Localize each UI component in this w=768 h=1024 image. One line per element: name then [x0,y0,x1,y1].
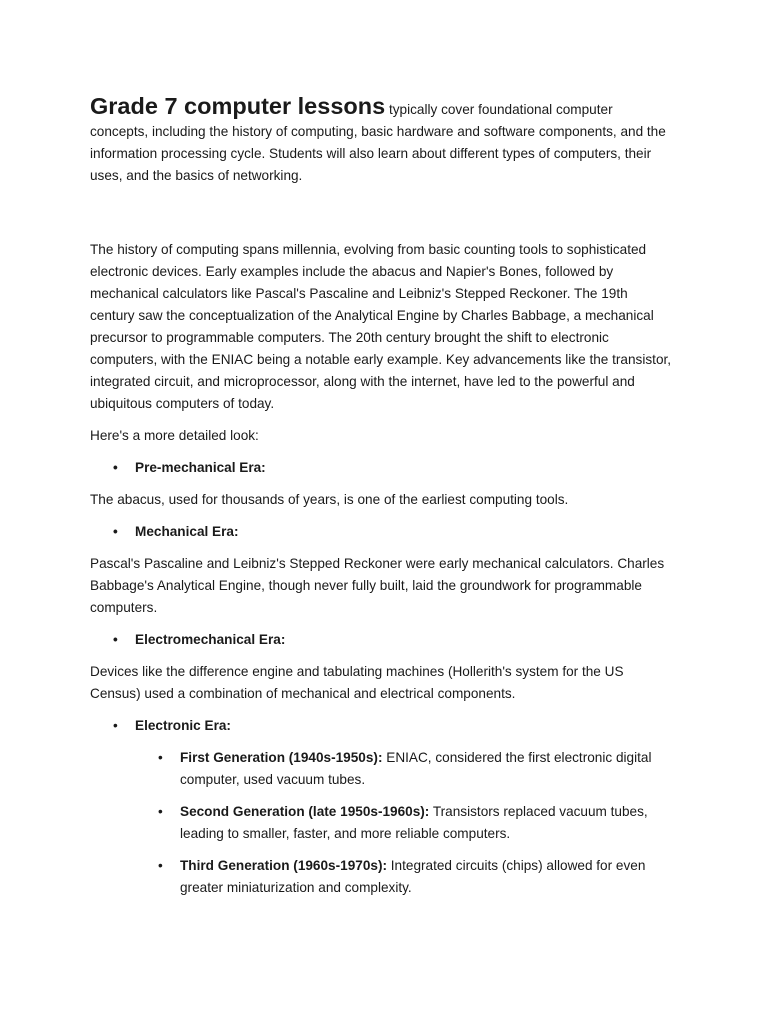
generation-text: Integrated circuits (chips) allowed for even greater miniaturization and complexity. [180,858,646,895]
generation-item-third [135,855,672,899]
generation-label: Third Generation (1960s-1970s): [180,858,387,873]
generation-item-first [135,747,672,791]
era-heading-mechanical: • Mechanical Era: [90,521,672,543]
document-page [90,92,672,909]
document-title: Grade 7 computer lessons [90,93,386,119]
era-item-electronic [90,715,672,899]
detailed-look-intro: Here's a more detailed look: [90,428,259,443]
intro-paragraph [90,92,672,187]
era-heading-pre-mechanical: • Pre-mechanical Era: [90,457,672,479]
era-text-pre-mechanical: The abacus, used for thousands of years, is one of the earliest computing tools. [90,492,569,507]
electromechanical-list [90,629,672,651]
era-text-mechanical: Pascal's Pascaline and Leibniz's Stepped Reckoner were early mechanical calculators. Charles Babbage's Analytical Engine, though never fully built, laid the groundwork for programmable computers. [90,556,665,615]
electronic-list [90,715,672,899]
generations-list [135,747,672,899]
section-spacer [90,187,672,239]
generation-text: Transistors replaced vacuum tubes, leading to smaller, faster, and more reliable computers. [180,804,648,841]
mechanical-list [90,521,672,543]
history-paragraph: The history of computing spans millennia, evolving from basic counting tools to sophisticated electronic devices. Early examples include the abacus and Napier's Bones, followed by mechanical calculators like Pascal's Pascaline and Leibniz's Stepped Reckoner. The 19th century saw the conceptualization of the Analytical Engine by Charles Babbage, a mechanical precursor to programmable computers. The 20th century brought the shift to electronic computers, with the ENIAC being a notable early example. Key advancements like the transistor, integrated circuit, and microprocessor, along with the internet, have led to the powerful and ubiquitous computers of today. [90,242,672,411]
generation-label: Second Generation (late 1950s-1960s): [180,804,430,819]
era-heading-electronic: Electronic Era: [135,718,231,733]
pre-mechanical-list [90,457,672,479]
generation-text: ENIAC, considered the first electronic digital computer, used vacuum tubes. [180,750,652,787]
generation-item-second [135,801,672,845]
generation-label: First Generation (1940s-1950s): [180,750,383,765]
era-heading-electromechanical: • Electromechanical Era: [90,629,672,651]
era-text-electromechanical: Devices like the difference engine and tabulating machines (Hollerith's system for the US Census) used a combination of mechanical and electrical components. [90,664,624,701]
intro-text: typically cover foundational computer concepts, including the history of computing, basic hardware and software components, and the information processing cycle. Students will also learn about different types of computers, their uses, and the basics of networking. [90,102,666,183]
